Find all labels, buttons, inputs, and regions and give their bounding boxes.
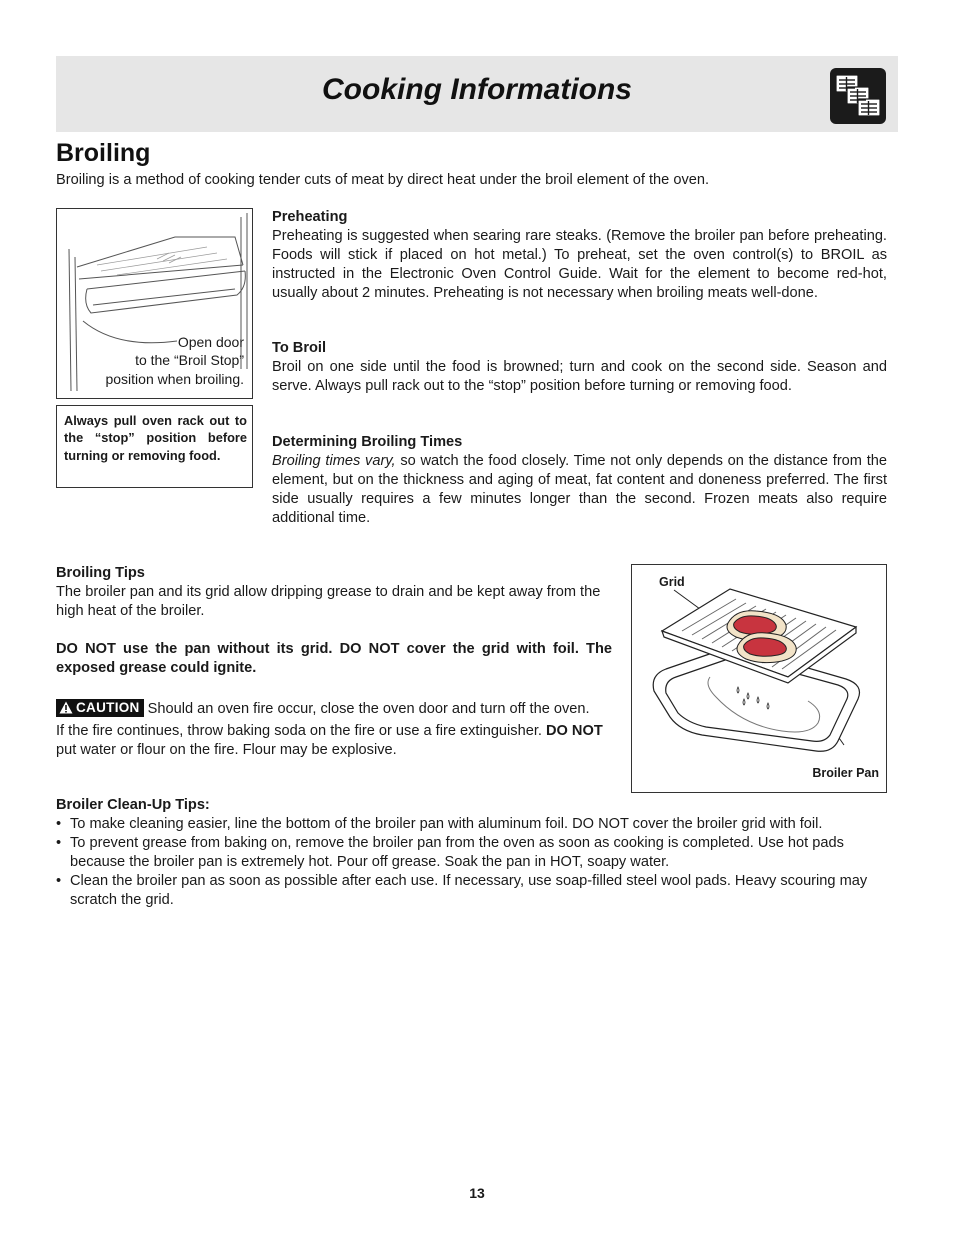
cleanup-section <box>56 796 888 910</box>
oven-caption-line: to the “Broil Stop” <box>135 352 244 368</box>
oven-door-figure <box>56 208 253 399</box>
to-broil-text: Broil on one side until the food is browned; turn and cook on the second side. Season and serve. Always pull rack out to the “stop” position before turning or removing food. <box>272 359 887 394</box>
broiling-times-text <box>272 452 887 528</box>
broiling-times-lead: Broiling times vary, <box>272 453 396 469</box>
broiling-times-section <box>272 433 887 528</box>
oven-caption-line: position when broiling. <box>105 370 244 387</box>
oven-caption-line: Open door <box>177 333 244 350</box>
document-stack-icon <box>830 68 886 124</box>
broiling-times-body: so watch the food closely. Time not only depends on the distance from the element, but on the thickness and aging of meat, fat content and doneness preferred. The first side usually requires a few minutes longer than the second. Frozen meats also require additional time. <box>272 453 887 526</box>
caution-badge <box>56 699 144 717</box>
rack-note-box <box>56 405 253 488</box>
caution-block <box>56 699 612 760</box>
cleanup-list <box>56 815 888 910</box>
page-number: 13 <box>469 1185 485 1201</box>
list-item: • Clean the broiler pan as soon as possible after each use. If necessary, use soap-filled steel wool pads. Heavy scouring may scratch the grid. <box>56 872 888 910</box>
oven-caption <box>105 333 244 389</box>
preheating-heading: Preheating <box>272 209 348 225</box>
page-title: Cooking Informations <box>322 73 632 106</box>
caution-line2-wrap <box>56 722 603 741</box>
broiler-pan-figure <box>631 564 887 793</box>
broiler-pan-illustration <box>632 565 886 792</box>
grid-label: Grid <box>659 575 685 589</box>
header-band <box>56 56 898 132</box>
preheating-text: Preheating is suggested when searing rare steaks. (Remove the broiler pan before preheating. Foods will stick if placed on hot metal.) To preheat, set the oven control(s) to BROIL as instructed in the Electronic Oven Control Guide. Wait for the element to become red-hot, usually about 2 minutes. Preheating is not necessary when broiling meats well-done. <box>272 228 887 301</box>
preheating-section <box>272 208 887 303</box>
to-broil-heading: To Broil <box>272 340 327 356</box>
broiler-pan-label: Broiler Pan <box>812 766 879 780</box>
list-item: • To prevent grease from baking on, remove the broiler pan from the oven as soon as cooking is completed. Use hot pads because the broiler pan is extremely hot. Pour off grease. Soak the pan in HOT, soapy water. <box>56 834 888 872</box>
broiling-times-heading: Determining Broiling Times <box>272 434 463 450</box>
caution-line3: put water or flour on the fire. Flour may be explosive. <box>56 742 397 758</box>
broiling-tips-heading: Broiling Tips <box>56 565 145 581</box>
cleanup-heading: Broiler Clean-Up Tips: <box>56 797 210 813</box>
rack-note-text: Always pull oven rack out to the “stop” position before turning or removing food. <box>64 413 247 463</box>
to-broil-section <box>272 339 887 396</box>
caution-line2: If the fire continues, throw baking soda on the fire or use a fire extinguisher. <box>56 723 546 739</box>
caution-bold: DO NOT <box>545 723 603 739</box>
intro-text: Broiling is a method of cooking tender cuts of meat by direct heat under the broil element of the oven. <box>56 172 710 188</box>
broiling-tips-text: The broiler pan and its grid allow dripping grease to drain and be kept away from the high heat of the broiler. <box>56 584 601 619</box>
broiling-tips-warning: DO NOT use the pan without its grid. DO NOT cover the grid with foil. The exposed grease could ignite. <box>56 641 612 676</box>
list-item: • To make cleaning easier, line the bottom of the broiler pan with aluminum foil. DO NOT cover the broiler grid with foil. <box>56 815 888 834</box>
warning-triangle-icon <box>59 701 73 714</box>
broiling-tips-section <box>56 564 612 760</box>
caution-label: CAUTION <box>76 700 140 715</box>
caution-line1: Should an oven fire occur, close the oven door and turn off the oven. <box>143 701 590 717</box>
section-title: Broiling <box>56 139 151 167</box>
